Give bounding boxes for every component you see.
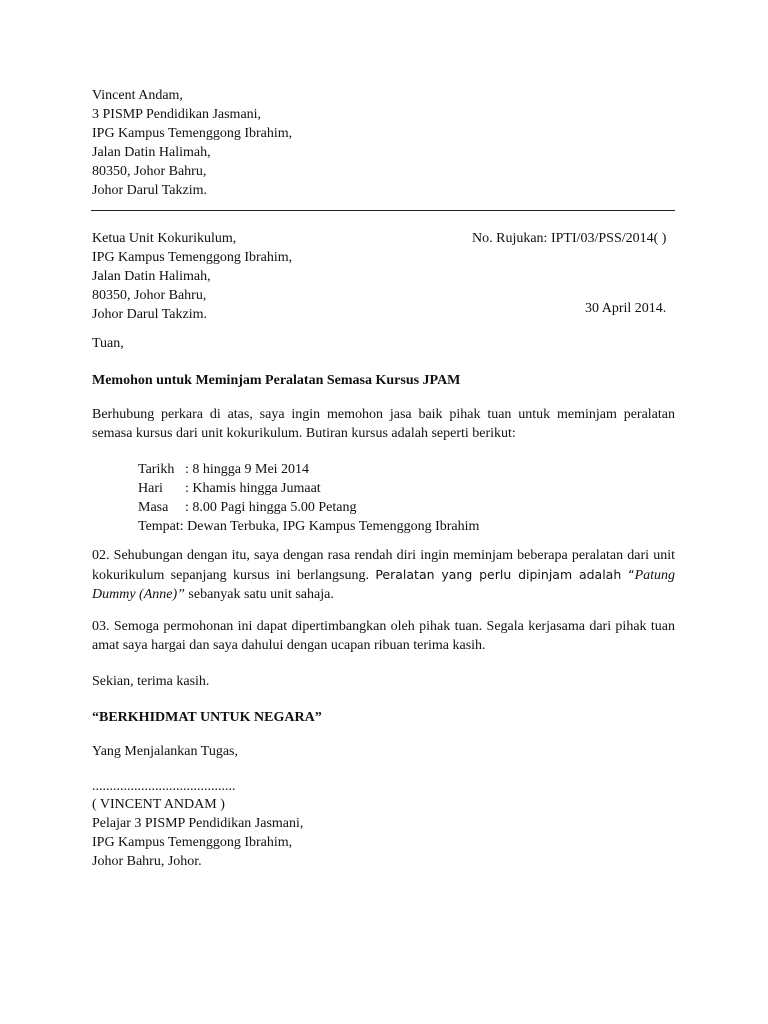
recipient-line: Johor Darul Takzim. (92, 307, 208, 322)
paragraph-line: amat saya hargai dan saya dahului dengan ucapan ribuan terima kasih. (92, 638, 486, 653)
paragraph-text: Patung (634, 568, 676, 583)
detail-row (138, 460, 479, 479)
detail-value: Dewan Terbuka, IPG Kampus Temenggong Ibrahim (183, 519, 480, 534)
paragraph-line: 02. Sehubungan dengan itu, saya dengan rasa rendah diri ingin meminjam beberapa peralatan dari unit (92, 548, 675, 563)
letter-date: 30 April 2014. (585, 301, 667, 316)
paragraph-intro (92, 405, 675, 443)
paragraph-line: semasa kursus dari unit kokurikulum. Butiran kursus adalah seperti berikut: (92, 426, 516, 441)
paragraph-text: sebanyak satu unit sahaja. (184, 587, 334, 602)
signature-line: ......................................... (92, 779, 236, 794)
sender-address (92, 86, 292, 200)
detail-label: Hari (138, 481, 163, 496)
paragraph-line: 03. Semoga permohonan ini dapat dipertimbangkan oleh pihak tuan. Segala kerjasama dari pihak tuan (92, 619, 675, 634)
signer-line: Johor Bahru, Johor. (92, 854, 202, 869)
signer-line: ( VINCENT ANDAM ) (92, 797, 225, 812)
detail-value: : Khamis hingga Jumaat (185, 481, 321, 496)
detail-label: Tarikh (138, 462, 175, 477)
recipient-line: 80350, Johor Bahru, (92, 288, 207, 303)
recipient-line: Jalan Datin Halimah, (92, 269, 211, 284)
signer-block (92, 795, 303, 871)
recipient-line: IPG Kampus Temenggong Ibrahim, (92, 250, 293, 265)
paragraph-line (92, 565, 675, 585)
recipient-line: Ketua Unit Kokurikulum, (92, 231, 237, 246)
signoff: Yang Menjalankan Tugas, (92, 744, 238, 759)
paragraph-line: Berhubung perkara di atas, saya ingin memohon jasa baik pihak tuan untuk meminjam peralatan (92, 407, 675, 422)
subject-heading: Memohon untuk Meminjam Peralatan Semasa Kursus JPAM (92, 373, 461, 388)
sender-line: Johor Darul Takzim. (92, 183, 208, 198)
paragraph-text: kokurikulum sepanjang kursus ini berlangsung. (92, 568, 369, 583)
signer-line: Pelajar 3 PISMP Pendidikan Jasmani, (92, 816, 304, 831)
sender-line: Vincent Andam, (92, 88, 183, 103)
detail-row (138, 479, 479, 498)
sender-line: IPG Kampus Temenggong Ibrahim, (92, 126, 293, 141)
paragraph-02 (92, 546, 675, 604)
closing: Sekian, terima kasih. (92, 674, 210, 689)
paragraph-03 (92, 617, 675, 655)
detail-label: Masa (138, 500, 169, 515)
sender-line: 80350, Johor Bahru, (92, 164, 207, 179)
paragraph-line (92, 585, 675, 604)
motto: “BERKHIDMAT UNTUK NEGARA” (92, 710, 322, 725)
detail-value: : 8.00 Pagi hingga 5.00 Petang (185, 500, 357, 515)
paragraph-text: Dummy (Anne)” (92, 587, 185, 602)
recipient-address (92, 229, 292, 324)
sender-line: Jalan Datin Halimah, (92, 145, 211, 160)
detail-row (138, 517, 479, 536)
detail-row (138, 498, 479, 517)
reference-number: No. Rujukan: IPTI/03/PSS/2014( ) (472, 231, 667, 246)
sender-line: 3 PISMP Pendidikan Jasmani, (92, 107, 262, 122)
course-details (138, 460, 479, 536)
detail-label: Tempat: (138, 519, 184, 534)
signer-line: IPG Kampus Temenggong Ibrahim, (92, 835, 293, 850)
paragraph-text: Peralatan yang perlu dipinjam adalah “ (375, 567, 635, 582)
salutation: Tuan, (92, 336, 124, 351)
detail-value: : 8 hingga 9 Mei 2014 (185, 462, 310, 477)
header-divider (91, 210, 675, 211)
